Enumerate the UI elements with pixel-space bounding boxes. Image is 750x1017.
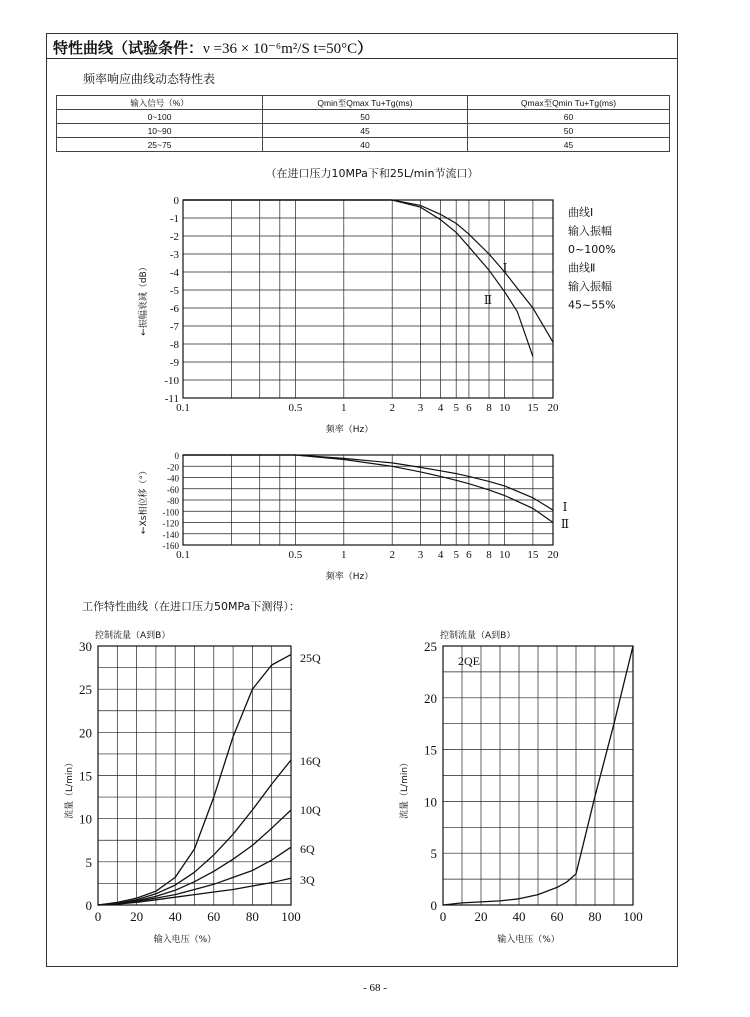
x-tick-label: 10 <box>499 549 511 561</box>
test-condition: ν =36 × 10⁻⁶m²/S t=50°C <box>203 41 358 57</box>
series-label: 2QE <box>458 654 480 668</box>
x-tick-label: 40 <box>168 909 182 924</box>
y-tick-label: -20 <box>167 462 179 473</box>
y-tick-label: 5 <box>85 854 92 870</box>
legend-text: 输入振幅 <box>568 280 612 293</box>
y-tick-label: 5 <box>430 846 437 862</box>
y-tick-label: 20 <box>79 725 92 741</box>
y-tick-label: 15 <box>424 742 437 758</box>
y-tick-label: -3 <box>169 249 179 261</box>
x-tick-label: 100 <box>281 909 301 924</box>
series-label: 6Q <box>300 842 315 856</box>
legend-text: 曲线Ⅰ <box>568 206 594 219</box>
table-caption: 频率响应曲线动态特性表 <box>83 72 216 86</box>
x-tick-label: 0.5 <box>288 549 303 561</box>
series-label: 10Q <box>300 803 321 817</box>
table-header-cell: Qmax至Qmin Tu+Tg(ms) <box>468 96 670 110</box>
x-tick-label: 2 <box>389 402 395 414</box>
y-tick-label: -60 <box>167 484 179 495</box>
series-label: Ⅰ <box>562 500 568 514</box>
y-tick-label: -11 <box>164 393 179 405</box>
y-axis-label: 流量（L/min） <box>65 757 75 819</box>
x-tick-label: 0 <box>94 909 102 924</box>
top-label: 控制流量（A到B） <box>95 631 171 641</box>
x-tick-label: 5 <box>453 549 459 561</box>
y-tick-label: 25 <box>79 682 92 698</box>
x-tick-label: 10 <box>499 402 511 414</box>
y-tick-label: 10 <box>424 794 437 810</box>
table-header-cell: Qmin至Qmax Tu+Tg(ms) <box>263 96 468 110</box>
x-tick-label: 60 <box>207 909 221 924</box>
table-cell: 40 <box>263 138 468 152</box>
x-tick-label: 100 <box>623 909 643 924</box>
table-header-cell: 输入信号（%） <box>57 96 263 110</box>
x-tick-label: 4 <box>437 549 444 561</box>
x-tick-label: 6 <box>466 402 472 414</box>
y-tick-label: 0 <box>430 898 437 913</box>
y-tick-label: -2 <box>169 231 179 243</box>
x-tick-label: 80 <box>588 909 602 924</box>
y-tick-label: -80 <box>167 496 179 506</box>
x-axis-label: 频率（Hz） <box>325 572 374 582</box>
y-tick-label: -120 <box>162 518 179 529</box>
x-axis-label: 输入电压（%） <box>153 935 217 945</box>
series-label: 16Q <box>300 754 321 768</box>
y-tick-label: 15 <box>79 768 92 784</box>
chart-title: （在进口压力10MPa下和25L/min节流口） <box>265 167 479 180</box>
series-label: Ⅱ <box>483 293 493 307</box>
y-tick-label: 10 <box>79 811 92 827</box>
y-tick-label: -5 <box>169 285 179 297</box>
y-tick-label: -160 <box>162 541 179 551</box>
top-label: 控制流量（A到B） <box>440 631 516 641</box>
plot-frame <box>183 200 553 398</box>
y-tick-label: 0 <box>173 195 179 207</box>
x-axis-label: 频率（Hz） <box>325 425 374 435</box>
table-cell: 0~100 <box>57 110 263 124</box>
legend-text: 曲线Ⅱ <box>568 261 596 275</box>
y-tick-label: 25 <box>424 639 437 654</box>
table-cell: 50 <box>263 110 468 124</box>
y-tick-label: -6 <box>169 303 179 315</box>
x-tick-label: 6 <box>466 549 472 561</box>
x-tick-label: 15 <box>527 549 539 561</box>
legend-text: 45~55% <box>568 298 616 312</box>
page-number: - 68 - <box>363 982 387 994</box>
y-tick-label: -7 <box>169 321 179 333</box>
y-tick-label: -8 <box>169 339 179 351</box>
page-title: 特性曲线（试验条件：ν =36 × 10⁻⁶m²/S t=50°C） <box>53 39 373 57</box>
x-tick-label: 40 <box>512 909 526 924</box>
x-tick-label: 60 <box>550 909 564 924</box>
table-cell: 10~90 <box>57 124 263 138</box>
y-tick-label: -40 <box>167 473 179 484</box>
x-tick-label: 20 <box>547 549 559 561</box>
table-cell: 25~75 <box>57 138 263 152</box>
series-label: 3Q <box>300 873 315 887</box>
table-cell: 50 <box>468 124 670 138</box>
table-cell: 45 <box>263 124 468 138</box>
phase-chart <box>137 451 569 582</box>
x-tick-label: 15 <box>527 402 539 414</box>
flow-chart-left <box>63 629 321 945</box>
y-tick-label: -1 <box>169 213 179 225</box>
y-axis-label: 流量（L/min） <box>400 757 410 819</box>
y-tick-label: -140 <box>162 529 179 540</box>
amplitude-chart <box>137 195 559 435</box>
x-tick-label: 20 <box>547 402 559 414</box>
legend-text: 输入振幅 <box>568 224 612 238</box>
y-tick-label: 20 <box>424 690 437 706</box>
table-cell: 60 <box>468 110 670 124</box>
series-label: Ⅱ <box>560 517 570 531</box>
series-line-1 <box>183 200 553 342</box>
section-title: 工作特性曲线（在进口压力50MPa下测得）： <box>82 600 300 613</box>
y-tick-label: 30 <box>79 639 92 654</box>
x-tick-label: 0.5 <box>288 402 303 414</box>
y-tick-label: -100 <box>162 507 179 518</box>
x-tick-label: 5 <box>453 402 459 414</box>
series-label: Ⅰ <box>502 261 508 275</box>
x-tick-label: 1 <box>341 549 347 561</box>
y-axis-label: ←Xs相位移（°） <box>139 466 149 534</box>
x-tick-label: 20 <box>130 909 144 924</box>
x-tick-label: 0.1 <box>176 549 190 561</box>
x-tick-label: 80 <box>245 909 259 924</box>
y-tick-label: -4 <box>169 267 179 279</box>
y-tick-label: 0 <box>174 451 179 461</box>
y-tick-label: -10 <box>164 375 179 387</box>
x-tick-label: 20 <box>474 909 488 924</box>
x-tick-label: 3 <box>417 549 424 561</box>
series-label: 25Q <box>300 651 321 665</box>
flow-chart-right <box>398 629 643 945</box>
x-axis-label: 输入电压（%） <box>497 935 560 945</box>
x-tick-label: 4 <box>437 402 444 414</box>
y-tick-label: 0 <box>85 898 92 913</box>
x-tick-label: 0 <box>439 909 447 924</box>
table-cell: 45 <box>468 138 670 152</box>
x-tick-label: 1 <box>341 402 347 414</box>
y-axis-label: ←振幅衰减（dB） <box>139 262 149 336</box>
x-tick-label: 2 <box>389 549 395 561</box>
legend-text: 0~100% <box>568 243 616 256</box>
x-tick-label: 0.1 <box>176 402 190 414</box>
series-line-2 <box>183 200 533 357</box>
x-tick-label: 3 <box>417 402 424 414</box>
x-tick-label: 8 <box>486 402 492 414</box>
y-tick-label: -9 <box>169 357 179 369</box>
x-tick-label: 8 <box>486 549 492 561</box>
